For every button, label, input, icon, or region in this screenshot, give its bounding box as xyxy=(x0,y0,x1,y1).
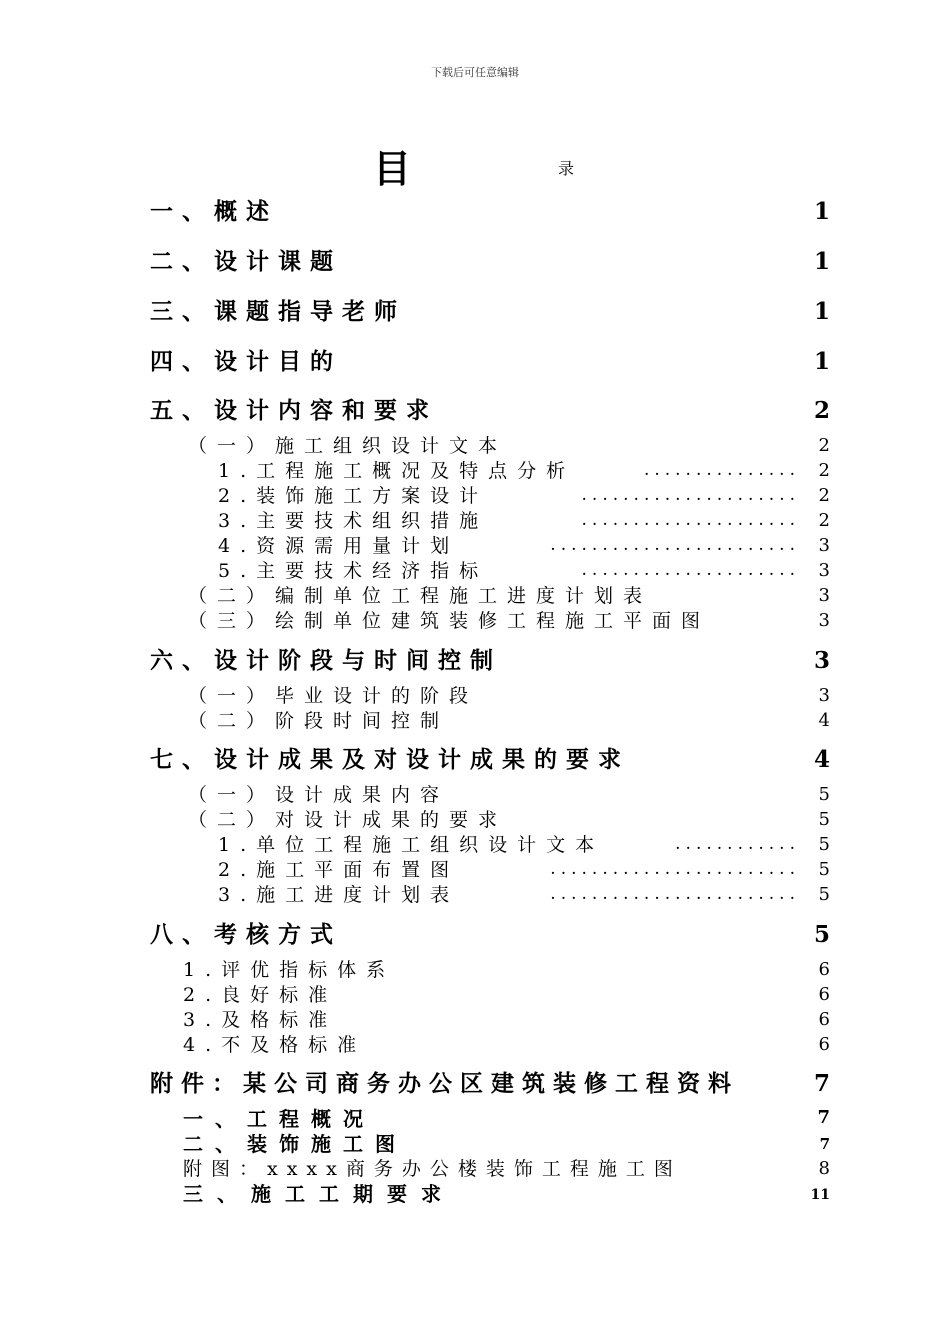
toc-entry-s8[interactable]: 八、考核方式 xyxy=(150,921,342,948)
toc-page-s5-1-4: 3 xyxy=(818,535,830,556)
toc-page-appendix-2: 7 xyxy=(819,1135,830,1153)
toc-page-appendix: 7 xyxy=(813,1070,830,1097)
toc-page-s5-3: 3 xyxy=(818,610,830,631)
toc-entry-s2[interactable]: 二、设计课题 xyxy=(150,248,342,275)
toc-entry-s7[interactable]: 七、设计成果及对设计成果的要求 xyxy=(150,746,630,773)
toc-leader-s7-2-2: ........................ xyxy=(550,859,800,879)
toc-entry-appendix-3[interactable]: 三、施工工期要求 xyxy=(183,1182,455,1206)
toc-entry-appendix[interactable]: 附件：某公司商务办公区建筑装修工程资料 xyxy=(150,1070,739,1097)
toc-page-s7-2: 5 xyxy=(818,809,830,830)
toc-page-s3: 1 xyxy=(813,298,830,325)
toc-entry-s7-2-1[interactable]: 1.单位工程施工组织设计文本 xyxy=(218,834,605,856)
toc-page-s7-1: 5 xyxy=(818,784,830,805)
toc-page-s5-1-5: 3 xyxy=(818,560,830,581)
toc-entry-appendix-figure[interactable]: 附图：xxxx商务办公楼装饰工程施工图 xyxy=(183,1158,682,1180)
toc-page-s7-2-2: 5 xyxy=(818,859,830,880)
toc-entry-s7-2-3[interactable]: 3.施工进度计划表 xyxy=(218,884,460,906)
toc-leader-s7-2-3: ........................ xyxy=(550,884,800,904)
toc-entry-s8-2[interactable]: 2.良好标准 xyxy=(183,984,338,1006)
toc-page-appendix-1: 7 xyxy=(817,1107,830,1128)
toc-entry-s7-2-2[interactable]: 2.施工平面布置图 xyxy=(218,859,460,881)
toc-entry-s8-1[interactable]: 1.评优指标体系 xyxy=(183,959,396,981)
toc-page-s7: 4 xyxy=(813,746,830,773)
toc-page-s8-4: 6 xyxy=(818,1034,830,1055)
toc-page-s2: 1 xyxy=(813,248,830,275)
toc-entry-s8-4[interactable]: 4.不及格标准 xyxy=(183,1034,367,1056)
toc-entry-s5-1-5[interactable]: 5.主要技术经济指标 xyxy=(218,560,489,582)
toc-entry-s5-1-2[interactable]: 2.装饰施工方案设计 xyxy=(218,485,489,507)
toc-page-s5: 2 xyxy=(813,397,830,424)
toc-leader-s5-1-3: ..................... xyxy=(581,510,800,530)
toc-leader-s5-1-5: ..................... xyxy=(581,560,800,580)
toc-page-s8: 5 xyxy=(813,921,830,948)
toc-entry-s4[interactable]: 四、设计目的 xyxy=(150,348,342,375)
toc-page-appendix-3: 11 xyxy=(810,1187,830,1203)
toc-leader-s5-1-1: ............... xyxy=(643,460,800,480)
toc-entry-s7-2[interactable]: （二）对设计成果的要求 xyxy=(188,809,508,831)
toc-entry-s5-1-3[interactable]: 3.主要技术组织措施 xyxy=(218,510,489,532)
toc-entry-appendix-2[interactable]: 二、装饰施工图 xyxy=(183,1132,407,1156)
toc-page-s5-1-3: 2 xyxy=(818,510,830,531)
toc-entry-s6-2[interactable]: （二）阶段时间控制 xyxy=(188,710,450,732)
toc-entry-s5-1[interactable]: （一）施工组织设计文本 xyxy=(188,435,508,457)
toc-entry-s5-1-4[interactable]: 4.资源需用量计划 xyxy=(218,535,460,557)
toc-entry-s5-2[interactable]: （二）编制单位工程施工进度计划表 xyxy=(188,585,653,607)
toc-page-s6: 3 xyxy=(813,647,830,674)
toc-entry-s5-1-1[interactable]: 1.工程施工概况及特点分析 xyxy=(218,460,576,482)
toc-page-s5-1-2: 2 xyxy=(818,485,830,506)
toc-page-s7-2-3: 5 xyxy=(818,884,830,905)
toc-page-s4: 1 xyxy=(813,348,830,375)
toc-entry-s6-1[interactable]: （一）毕业设计的阶段 xyxy=(188,685,479,707)
toc-entry-s3[interactable]: 三、课题指导老师 xyxy=(150,298,406,325)
toc-leader-s5-1-4: ........................ xyxy=(550,535,800,555)
toc-page-appendix-figure: 8 xyxy=(818,1158,830,1179)
toc-entry-s5[interactable]: 五、设计内容和要求 xyxy=(150,397,438,424)
toc-page-s8-1: 6 xyxy=(818,959,830,980)
toc-page-s5-1: 2 xyxy=(818,435,830,456)
toc-entry-s7-1[interactable]: （一）设计成果内容 xyxy=(188,784,450,806)
toc-page-s6-1: 3 xyxy=(818,685,830,706)
toc-page-s8-2: 6 xyxy=(818,984,830,1005)
toc-page-s5-2: 3 xyxy=(818,585,830,606)
toc-entry-s1[interactable]: 一、概述 xyxy=(150,198,278,225)
toc-leader-s5-1-2: ..................... xyxy=(581,485,800,505)
toc-title-suffix: 录 xyxy=(558,159,575,178)
toc-entry-s6[interactable]: 六、设计阶段与时间控制 xyxy=(150,647,502,674)
toc-page-s1: 1 xyxy=(813,198,830,225)
toc-entry-appendix-1[interactable]: 一、工程概况 xyxy=(183,1107,375,1131)
toc-entry-s5-3[interactable]: （三）绘制单位建筑装修工程施工平面图 xyxy=(188,610,711,632)
page-header: 下载后可任意编辑 xyxy=(431,66,519,79)
toc-page-s7-2-1: 5 xyxy=(818,834,830,855)
toc-page-s6-2: 4 xyxy=(818,710,830,731)
toc-page-s5-1-1: 2 xyxy=(818,460,830,481)
toc-title: 目 xyxy=(373,146,412,191)
toc-page-s8-3: 6 xyxy=(818,1009,830,1030)
toc-entry-s8-3[interactable]: 3.及格标准 xyxy=(183,1009,338,1031)
toc-leader-s7-2-1: ............ xyxy=(675,834,800,854)
